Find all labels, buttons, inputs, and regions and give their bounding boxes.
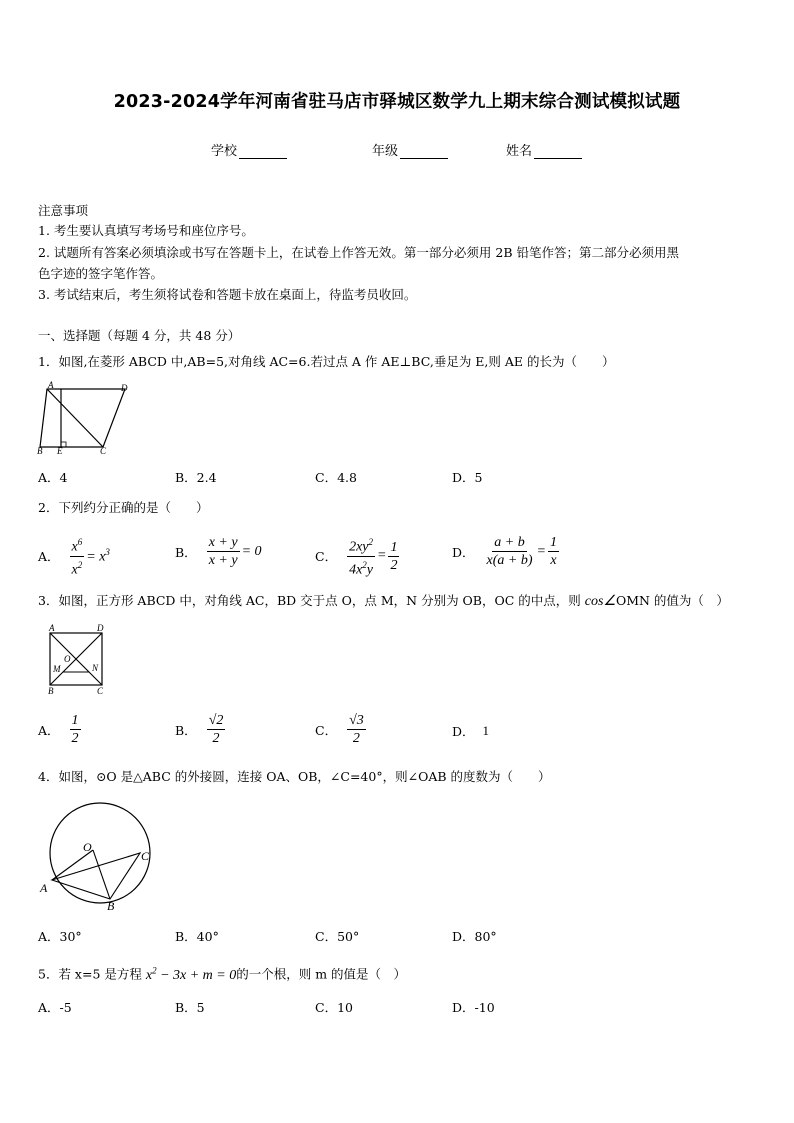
q5-option-a[interactable]: A．-5 [38, 1000, 72, 1015]
q2-c-fraction: $\frac{2xy^2}{4x^2y}$ [347, 534, 375, 578]
q4-option-c[interactable]: C．50° [315, 929, 360, 944]
q3-option-c[interactable] [315, 712, 368, 747]
q1-text: 1．如图,在菱形 ABCD 中,AB=5,对角线 AC=6.若过点 A 作 AE⊥BC,垂足为 E,则 AE 的长为（ ） [38, 354, 615, 369]
section-heading: 一、选择题（每题 4 分，共 48 分） [38, 328, 241, 343]
label-n: N [92, 663, 99, 673]
q3-square-figure [42, 620, 112, 696]
name-field[interactable] [506, 140, 582, 159]
q3-text: 3．如图，正方形 ABCD 中，对角线 AC，BD 交于点 O，点 M，N 分别为 OB，OC 的中点，则 cos∠OMN 的值为（ ） [38, 593, 729, 609]
q4-circle-figure [35, 800, 165, 916]
q2-b-fraction: $\frac{x + y}{x + y}$ [208, 535, 238, 568]
notice-item-2: 2. 试题所有答案必须填涂或书写在答题卡上，在试卷上作答无效。第一部分必须用 2B 铅笔作答；第二部分必须用黑 [38, 245, 679, 260]
q2-c-equals: = [377, 548, 387, 564]
q3-option-d[interactable] [452, 722, 489, 740]
q2-a-fraction: $\frac{x^6}{x^2}$ [70, 534, 85, 578]
school-field[interactable] [211, 140, 287, 159]
label-a: A [49, 623, 55, 633]
q2-b-label: B． [175, 544, 197, 560]
notice-heading: 注意事项 [38, 203, 89, 218]
diagonal-ac [47, 389, 103, 447]
q2-d-fraction: $\frac{a + b}{x(a + b)}$ [486, 535, 533, 568]
label-o: O [83, 840, 92, 854]
q3-d-value: 1 [482, 723, 490, 738]
school-label: 学校 [211, 144, 238, 159]
label-b: B [48, 686, 54, 696]
q4-option-b[interactable]: B．40° [175, 929, 219, 944]
q4-text: 4．如图，⊙O 是△ABC 的外接圆，连接 OA、OB，∠C=40°，则∠OAB 的度数为（ ） [38, 769, 551, 784]
label-d: D [121, 383, 128, 393]
q4-option-a[interactable]: A．30° [38, 929, 82, 944]
q5-option-d[interactable]: D．-10 [452, 1000, 495, 1015]
q2-c-label: C． [315, 549, 338, 565]
q1-option-d[interactable]: D．5 [452, 470, 483, 485]
q5-text: 5．若 x=5 是方程 $x^2 - 3x + m = 0$的一个根，则 m 的值是（ ） [38, 965, 407, 983]
school-blank[interactable] [239, 145, 287, 159]
q2-option-a[interactable] [38, 534, 110, 578]
label-e: E [57, 446, 63, 456]
q2-option-d[interactable] [452, 534, 561, 569]
circumcircle [50, 803, 150, 903]
q5-equation: $x^2 - 3x + m = 0$ [145, 965, 237, 983]
q2-b-rhs: = 0 [241, 543, 262, 559]
q3-b-fraction: $\frac{√2}{2}$ [208, 713, 224, 746]
q5-option-b[interactable]: B．5 [175, 1000, 205, 1015]
q2-d-equals: = [536, 543, 546, 559]
rhombus-outline [40, 389, 125, 447]
q1-rhombus-figure [35, 380, 135, 456]
notice-item-3: 3. 考试结束后，考生须将试卷和答题卡放在桌面上，待监考员收回。 [38, 287, 417, 302]
label-o: O [64, 654, 71, 664]
label-c: C [141, 849, 150, 863]
q2-a-label: A． [38, 549, 60, 565]
q1-option-b[interactable]: B．2.4 [175, 470, 217, 485]
label-m: M [53, 664, 61, 674]
q4-option-d[interactable]: D．80° [452, 929, 497, 944]
q3-b-label: B． [175, 722, 197, 738]
notice-item-1: 1. 考生要认真填写考场号和座位序号。 [38, 223, 254, 238]
q2-c-result: $\frac{1}{2}$ [390, 539, 398, 573]
q2-option-b[interactable] [175, 534, 262, 569]
label-c: C [97, 686, 104, 696]
segment-ob [93, 850, 110, 899]
q3-a-fraction: $\frac{1}{2}$ [71, 713, 79, 746]
label-b: B [107, 899, 115, 913]
grade-label: 年级 [372, 144, 399, 159]
q2-a-rhs: = $x^3$ [86, 546, 110, 565]
name-label: 姓名 [506, 144, 533, 159]
q1-option-c[interactable]: C．4.8 [315, 470, 357, 485]
grade-field[interactable] [372, 140, 448, 159]
label-a: A [40, 881, 48, 895]
q3-d-label: D． [452, 724, 475, 739]
label-a: A [48, 380, 54, 390]
grade-blank[interactable] [400, 145, 448, 159]
page-title: 2023-2024学年河南省驻马店市驿城区数学九上期末综合测试模拟试题 [113, 92, 681, 112]
name-blank[interactable] [534, 145, 582, 159]
q3-option-a[interactable] [38, 712, 83, 747]
q2-d-result: $\frac{1}{x}$ [549, 535, 557, 568]
q5-option-c[interactable]: C．10 [315, 1000, 353, 1015]
notice-item-2-cont: 色字迹的签字笔作答。 [38, 266, 164, 281]
q1-option-a[interactable]: A．4 [38, 470, 68, 485]
label-b: B [37, 446, 43, 456]
label-c: C [100, 446, 107, 456]
q3-a-label: A． [38, 722, 60, 738]
label-d: D [97, 623, 104, 633]
q3-c-label: C． [315, 722, 338, 738]
q2-option-c[interactable] [315, 534, 401, 578]
q3-option-b[interactable] [175, 712, 227, 747]
q2-d-label: D． [452, 544, 475, 560]
segment-oa [52, 850, 93, 880]
q3-c-fraction: $\frac{√3}{2}$ [349, 713, 364, 746]
q2-text: 2．下列约分正确的是（ ） [38, 500, 209, 515]
